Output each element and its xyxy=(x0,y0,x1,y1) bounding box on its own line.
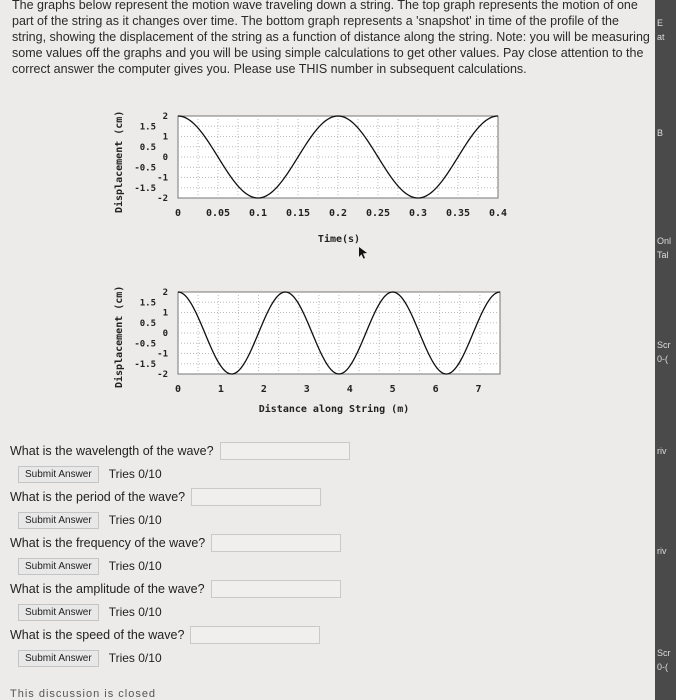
sidebar-fragment: 0-( xyxy=(657,354,668,364)
question-text: What is the period of the wave? xyxy=(10,490,186,504)
question-row xyxy=(10,440,350,462)
y-tick-label: 0.5 xyxy=(139,142,156,153)
side-panel xyxy=(655,0,676,700)
x-tick-label: 0 xyxy=(174,384,182,395)
x-tick-label: 0.25 xyxy=(365,208,391,219)
x-tick-label: 4 xyxy=(346,384,353,395)
y-tick-label: 2 xyxy=(162,288,168,298)
y-tick-label: -0.5 xyxy=(134,163,156,174)
x-axis-label: Distance along String (m) xyxy=(258,404,410,415)
problem-intro: The graphs below represent the motion wave traveling down a string. The top graph represents the motion of one part of the string as it changes over time. The bottom graph represents a 'snapshot' in time of the profile of the string, showing the displacement of the string as a function of distance along the string. Note: you will be measuring some values off the graphs and you will be using simple calculations to get other values. Pay close attention to the correct answer the computer gives you. Please use THIS number in subsequent calculations. xyxy=(12,0,650,76)
submit-answer-button[interactable]: Submit Answer xyxy=(18,558,99,575)
y-axis-label: Displacement (cm) xyxy=(114,285,125,388)
submit-answer-button[interactable]: Submit Answer xyxy=(18,466,99,483)
time-graph xyxy=(110,100,530,250)
x-tick-label: 3 xyxy=(303,384,310,395)
submit-answer-button[interactable]: Submit Answer xyxy=(18,650,99,667)
submit-row xyxy=(10,508,350,532)
y-tick-label: -1.5 xyxy=(134,359,156,370)
sidebar-fragment: Onl xyxy=(657,236,672,246)
tries-counter: Tries 0/10 xyxy=(108,513,162,527)
question-row xyxy=(10,486,350,508)
y-tick-label: -2 xyxy=(157,194,168,204)
x-axis-label: Time(s) xyxy=(317,234,361,245)
y-axis-label: Displacement (cm) xyxy=(114,110,125,213)
y-tick-label: -1.5 xyxy=(134,183,156,194)
sidebar-fragment: riv xyxy=(657,546,667,556)
distance-graph xyxy=(110,270,530,420)
x-tick-label: 0.15 xyxy=(285,208,311,219)
x-tick-label: 0.1 xyxy=(248,208,268,219)
tries-counter: Tries 0/10 xyxy=(108,467,162,481)
submit-row xyxy=(10,462,350,486)
question-text: What is the speed of the wave? xyxy=(10,628,185,642)
x-tick-label: 2 xyxy=(260,384,267,395)
tries-counter: Tries 0/10 xyxy=(108,651,162,665)
x-tick-label: 0.05 xyxy=(205,208,231,219)
submit-row xyxy=(10,646,350,670)
answer-input[interactable] xyxy=(211,534,341,552)
submit-row xyxy=(10,554,350,578)
question-list xyxy=(10,440,350,670)
y-tick-label: 0.5 xyxy=(139,318,156,329)
y-tick-label: 0 xyxy=(162,329,168,339)
x-tick-label: 1 xyxy=(217,384,224,395)
y-tick-label: 0 xyxy=(162,153,168,163)
discussion-cutoff-text: This discussion is closed xyxy=(10,688,157,700)
x-tick-label: 0.35 xyxy=(445,208,471,219)
x-tick-label: 0.4 xyxy=(488,208,508,219)
question-text: What is the wavelength of the wave? xyxy=(10,444,214,458)
sidebar-fragment: riv xyxy=(657,446,667,456)
submit-row xyxy=(10,600,350,624)
question-row xyxy=(10,624,350,646)
y-tick-label: -1 xyxy=(157,173,168,184)
question-row xyxy=(10,578,350,600)
mouse-cursor-icon xyxy=(357,246,369,260)
sidebar-fragment: at xyxy=(657,32,665,42)
tries-counter: Tries 0/10 xyxy=(108,559,162,573)
sidebar-fragment: B xyxy=(657,128,664,138)
time-graph-svg xyxy=(110,100,530,250)
sidebar-fragment: Tal xyxy=(657,250,669,260)
x-tick-label: 6 xyxy=(432,384,439,395)
distance-graph-svg xyxy=(110,270,530,420)
x-tick-label: 7 xyxy=(475,384,482,395)
sidebar-fragment: E xyxy=(657,18,664,28)
sidebar-fragment: 0-( xyxy=(657,662,668,672)
answer-input[interactable] xyxy=(190,626,320,644)
y-tick-label: -0.5 xyxy=(134,339,156,350)
question-row xyxy=(10,532,350,554)
answer-input[interactable] xyxy=(220,442,350,460)
question-text: What is the amplitude of the wave? xyxy=(10,582,205,596)
y-tick-label: -1 xyxy=(157,349,168,360)
submit-answer-button[interactable]: Submit Answer xyxy=(18,604,99,621)
x-tick-label: 0.2 xyxy=(328,208,348,219)
sidebar-fragment: Scr xyxy=(657,340,671,350)
y-tick-label: 1 xyxy=(162,308,168,319)
y-tick-label: 2 xyxy=(162,112,168,122)
y-tick-label: 1 xyxy=(162,132,168,143)
y-tick-label: 1.5 xyxy=(139,122,156,133)
x-tick-label: 5 xyxy=(389,384,396,395)
sidebar-fragment: Scr xyxy=(657,648,671,658)
answer-input[interactable] xyxy=(211,580,341,598)
x-tick-label: 0.3 xyxy=(408,208,428,219)
question-text: What is the frequency of the wave? xyxy=(10,536,206,550)
x-tick-label: 0 xyxy=(174,208,182,219)
answer-input[interactable] xyxy=(191,488,321,506)
y-tick-label: -2 xyxy=(157,370,168,380)
tries-counter: Tries 0/10 xyxy=(108,605,162,619)
y-tick-label: 1.5 xyxy=(139,298,156,309)
submit-answer-button[interactable]: Submit Answer xyxy=(18,512,99,529)
